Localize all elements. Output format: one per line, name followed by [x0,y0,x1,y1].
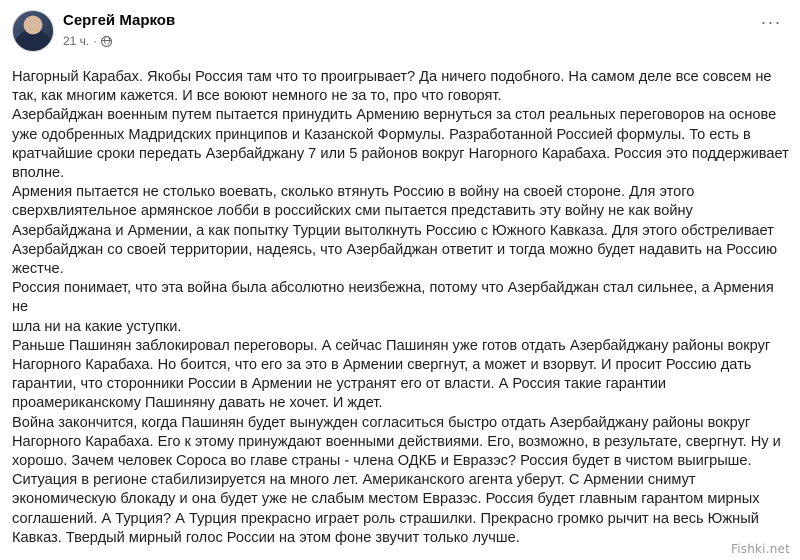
paragraph: Нагорный Карабах. Якобы Россия там что то проигрывает? Да ничего подобного. На самом деле все совсем не так, как многим кажется. И все воюют немного не за то, про что говорят. [12,69,772,105]
globe-icon [101,36,112,47]
author-avatar[interactable] [12,10,54,52]
watermark: Fishki.net [730,542,790,556]
post-time[interactable]: 21 ч. [63,34,90,48]
separator-dot: · [93,34,98,48]
paragraph: Война закончится, когда Пашинян будет вынужден согласиться быстро отдать Азербайджану районы вокруг Нагорного Карабаха. Его к этому принуждают военными действиями. Его, возможно, в результате, свергнут. Ну и хорошо. Зачем человек Сороса во главе страны - члена ОДКБ и Евразэс? Россия будет в чистом выигрыше. [12,414,781,470]
paragraph: Раньше Пашинян заблокировал переговоры. А сейчас Пашинян уже готов отдать Азербайджану районы вокруг Нагорного Карабаха. Но боится, что его за это в Армении свергнут, а может и взорвут. И просит Россию дать гарантии, что сторонники России в Армении не устранят его от власти. А Россия такие гарантии проамериканскому Пашиняну давать не хочет. И ждет. [12,337,771,412]
paragraph: Россия понимает, что эта война была абсолютно неизбежна, потому что Азербайджан стал сильнее, а Армения не шла ни на какие уступки. [12,280,774,335]
more-options-icon[interactable]: ··· [760,11,782,32]
author-name[interactable]: Сергей Марков [63,12,176,29]
paragraph: Азербайджан военным путем пытается принудить Армению вернуться за стол реальных переговоров на основе уже одобренных Мадридских принципов и Казанской Формулы. Разработанной Россией формулы. То есть в кратчайшие сроки передать Азербайджану 7 или 5 районов вокруг Нагорного Карабаха. Россия это поддерживает вполне. [12,107,789,182]
paragraph: Ситуация в регионе стабилизируется на много лет. Американского агента уберут. С Армении снимут экономическую блокаду и она будет уже не слабым местом Евразэс. Россия будет главным гарантом мирных соглашений. А Турция? А Турция прекрасно играет роль страшилки. Прекрасно громко рычит на весь Южный Кавказ. Твердый мирный голос России на этом фоне звучит только лучше. [12,472,760,546]
post-header [12,10,788,54]
post-text [12,68,790,548]
paragraph: Армения пытается не столько воевать, сколько втянуть Россию в войну на своей стороне. Для этого сверхвлиятельное армянское лобби в российских сми пытается представить эту войну не как войну Азербайджана и Армении, а как попытку Турции вытолкнуть Россию с Южного Кавказа. Для этого обстреливает Азербайджан со своей территории, надеясь, что Азербайджан ответит и тогда можно будет надавить на Россию жестче. [12,184,778,278]
post-subline [63,34,175,48]
post-meta [63,10,175,48]
